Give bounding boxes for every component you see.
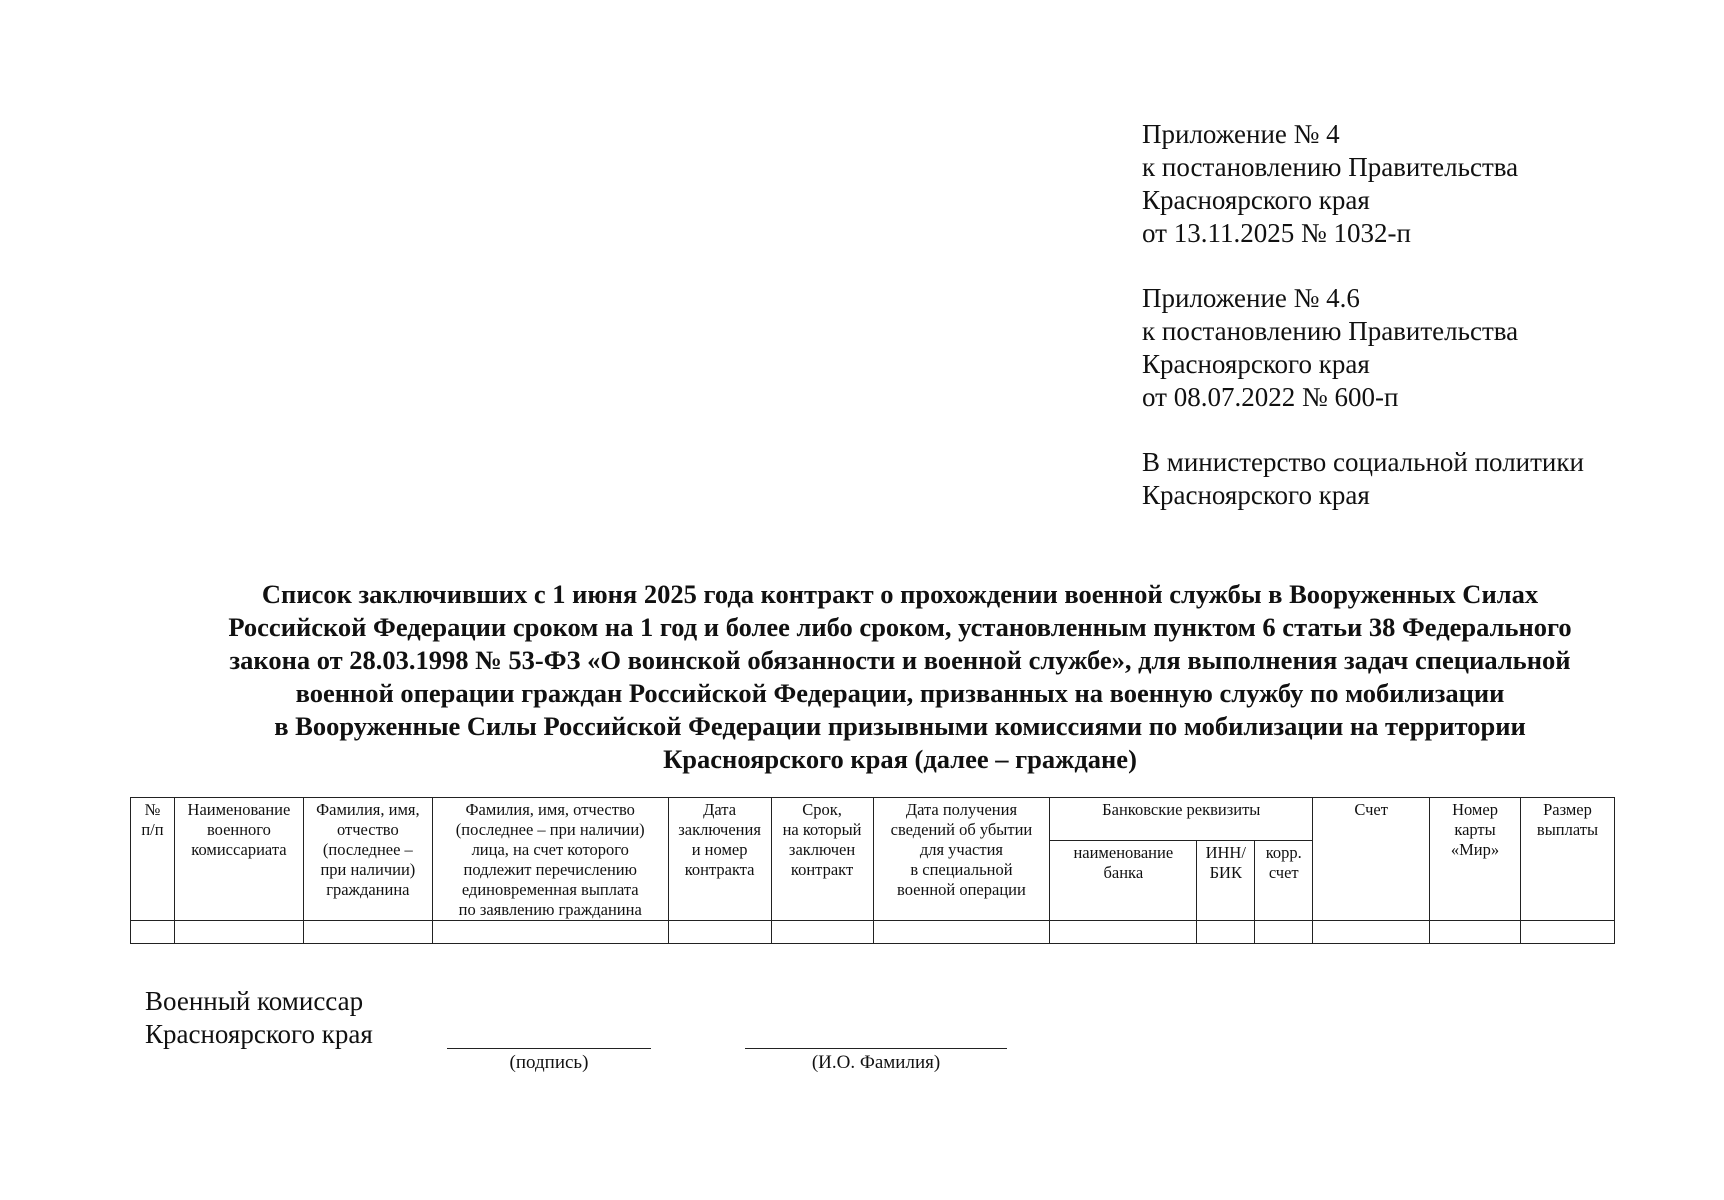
header-payment-amount: Размер выплаты bbox=[1520, 798, 1614, 921]
appendix-4-number: Приложение № 4 bbox=[1142, 119, 1340, 149]
title-line-4: военной операции граждан Российской Федерации, призванных на военную службу по мобилизации bbox=[295, 678, 1505, 708]
table-row bbox=[131, 921, 1615, 944]
appendix-4-6-ref: к постановлению Правительства bbox=[1142, 316, 1519, 346]
signature-block bbox=[145, 985, 373, 1051]
appendix-4-block bbox=[1142, 118, 1518, 250]
title-line-5: в Вооруженные Силы Российской Федерации призывными комиссиями по мобилизации на территории bbox=[274, 711, 1526, 741]
appendix-4-date: от 13.11.2025 № 1032-п bbox=[1142, 218, 1411, 248]
citizens-table bbox=[130, 797, 1615, 944]
table-cell bbox=[1520, 921, 1614, 944]
header-bank-details: Банковские реквизиты bbox=[1050, 798, 1313, 841]
appendix-4-6-region: Красноярского края bbox=[1142, 349, 1370, 379]
table-cell bbox=[1197, 921, 1255, 944]
header-card-number: Номер карты «Мир» bbox=[1430, 798, 1521, 921]
addressee-line-2: Красноярского края bbox=[1142, 480, 1370, 510]
appendix-4-6-block bbox=[1142, 282, 1518, 414]
table-cell bbox=[873, 921, 1050, 944]
header-contract-date: Дата заключения и номер контракта bbox=[668, 798, 771, 921]
header-departure-date: Дата получения сведений об убытии для участия в специальной военной операции bbox=[873, 798, 1050, 921]
signature-line bbox=[447, 1048, 651, 1049]
appendix-4-ref: к постановлению Правительства bbox=[1142, 152, 1519, 182]
title-line-6: Красноярского края (далее – граждане) bbox=[663, 744, 1137, 774]
appendix-4-region: Красноярского края bbox=[1142, 185, 1370, 215]
signatory-position-line-2: Красноярского края bbox=[145, 1019, 373, 1049]
title-line-1: Список заключивших с 1 июня 2025 года контракт о прохождении военной службы в Вооруженных Силах bbox=[261, 579, 1539, 609]
table-header-row bbox=[131, 798, 1615, 841]
header-recipient-name: Фамилия, имя, отчество (последнее – при наличии) лица, на счет которого подлежит перечислению единовременная выплата по заявлению гражданина bbox=[432, 798, 668, 921]
header-num: № п/п bbox=[131, 798, 175, 921]
title-line-3: закона от 28.03.1998 № 53-ФЗ «О воинской обязанности и военной службе», для выполнения задач специальной bbox=[229, 645, 1571, 675]
table-cell bbox=[432, 921, 668, 944]
table-cell bbox=[174, 921, 303, 944]
table-cell bbox=[668, 921, 771, 944]
signatory-position-line-1: Военный комиссар bbox=[145, 986, 364, 1016]
header-commissariat: Наименование военного комиссариата bbox=[174, 798, 303, 921]
header-contract-term: Срок, на который заключен контракт bbox=[771, 798, 873, 921]
table-cell bbox=[1313, 921, 1430, 944]
table-cell bbox=[1255, 921, 1313, 944]
table-cell bbox=[771, 921, 873, 944]
title-line-2: Российской Федерации сроком на 1 год и более либо сроком, установленным пунктом 6 статьи 38 Федерального bbox=[228, 612, 1572, 642]
name-caption: (И.О. Фамилия) bbox=[811, 1052, 941, 1073]
header-inn-bik: ИНН/ БИК bbox=[1197, 840, 1255, 920]
document-title bbox=[120, 578, 1680, 776]
header-bank-name: наименование банка bbox=[1050, 840, 1197, 920]
header-account: Счет bbox=[1313, 798, 1430, 921]
addressee-block bbox=[1142, 446, 1584, 512]
table-cell bbox=[1050, 921, 1197, 944]
name-line bbox=[745, 1048, 1007, 1049]
addressee-line-1: В министерство социальной политики bbox=[1142, 447, 1584, 477]
header-citizen-name: Фамилия, имя, отчество (последнее – при наличии) гражданина bbox=[303, 798, 432, 921]
appendix-4-6-date: от 08.07.2022 № 600-п bbox=[1142, 382, 1399, 412]
table-cell bbox=[303, 921, 432, 944]
appendix-4-6-number: Приложение № 4.6 bbox=[1142, 283, 1360, 313]
table-cell bbox=[131, 921, 175, 944]
table-cell bbox=[1430, 921, 1521, 944]
signature-caption: (подпись) bbox=[509, 1052, 589, 1073]
header-corr-account: корр. счет bbox=[1255, 840, 1313, 920]
